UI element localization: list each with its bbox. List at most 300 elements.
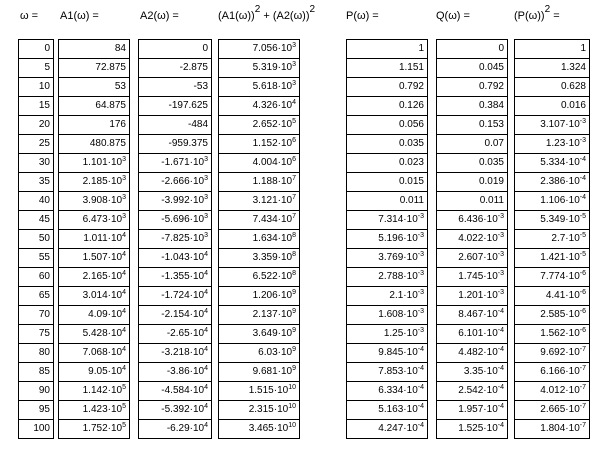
- exponent: -4: [417, 403, 424, 410]
- mantissa: 0.056: [398, 119, 424, 130]
- a2-cell: [139, 268, 211, 287]
- exponent: -4: [417, 422, 424, 429]
- exponent: -7: [579, 365, 586, 372]
- omega-cell: 50: [19, 230, 53, 249]
- mantissa: 5.428·10: [82, 328, 123, 339]
- q-cell: [437, 211, 507, 230]
- a1-cell: [59, 97, 129, 116]
- mantissa: 0.011: [399, 195, 424, 206]
- exponent: 7: [292, 213, 296, 220]
- mantissa: 5.196·10: [378, 233, 418, 244]
- sumsq-cell: [219, 173, 299, 192]
- exponent: 4: [204, 403, 208, 410]
- exponent: -3: [417, 232, 424, 239]
- q-cell: [437, 116, 507, 135]
- omega-cell: 90: [19, 382, 53, 401]
- psq-cell: [515, 135, 589, 154]
- mantissa: 1.957·10: [458, 404, 498, 415]
- omega-cell: 30: [19, 154, 53, 173]
- mantissa: 1: [580, 43, 586, 54]
- exponent: -3: [497, 232, 504, 239]
- mantissa: 2.1·10: [389, 290, 418, 301]
- a2-cell: [139, 211, 211, 230]
- mantissa: 2.652·10: [252, 119, 293, 130]
- exponent: 4: [122, 232, 126, 239]
- exponent: 5: [122, 422, 126, 429]
- mantissa: -3.992·10: [161, 195, 205, 206]
- exponent: -4: [497, 422, 504, 429]
- omega-cell: 65: [19, 287, 53, 306]
- sumsq-cell: [219, 192, 299, 211]
- mantissa: -1.355·10: [161, 271, 205, 282]
- a2-cell: [139, 40, 211, 59]
- mantissa: 64.875: [95, 100, 126, 111]
- mantissa: 0.153: [478, 119, 504, 130]
- omega-cell: 10: [19, 78, 53, 97]
- plus-sign: +: [260, 10, 273, 22]
- p-cell: [347, 192, 427, 211]
- mantissa: -5.696·10: [161, 214, 205, 225]
- a1-column: [58, 39, 130, 439]
- a1-cell: [59, 211, 129, 230]
- mantissa: 6.166·10: [540, 366, 580, 377]
- mantissa: 3.107·10: [540, 119, 580, 130]
- p-cell: [347, 154, 427, 173]
- a2-header: A2(ω) =: [140, 10, 179, 22]
- mantissa: 9.692·10: [540, 347, 580, 358]
- a2-column: [138, 39, 212, 439]
- mantissa: 4.022·10: [458, 233, 498, 244]
- exponent: -4: [579, 175, 586, 182]
- p-cell: [347, 363, 427, 382]
- mantissa: 0.035: [398, 138, 424, 149]
- mantissa: 9.05·10: [88, 366, 123, 377]
- omega-cell: 15: [19, 97, 53, 116]
- mantissa: 0.016: [560, 100, 586, 111]
- exponent: -4: [497, 403, 504, 410]
- mantissa: -6.29·10: [166, 423, 205, 434]
- exponent: -6: [579, 270, 586, 277]
- p-cell: [347, 287, 427, 306]
- exponent: -4: [579, 156, 586, 163]
- sumsq-cell: [219, 249, 299, 268]
- exponent: -3: [417, 308, 424, 315]
- a1-cell: [59, 40, 129, 59]
- mantissa: 0.792: [478, 81, 504, 92]
- exponent: 9: [292, 327, 296, 334]
- sumsq-cell: [219, 325, 299, 344]
- mantissa: 1.608·10: [378, 309, 418, 320]
- psq-cell: [515, 211, 589, 230]
- p-cell: [347, 173, 427, 192]
- sumsq-cell: [219, 230, 299, 249]
- a1-cell: [59, 116, 129, 135]
- mantissa: -3.86·10: [166, 366, 205, 377]
- p-cell: [347, 40, 427, 59]
- q-cell: [437, 363, 507, 382]
- mantissa: 6.334·10: [378, 385, 418, 396]
- exponent: 4: [204, 327, 208, 334]
- q-cell: [437, 78, 507, 97]
- exponent: -3: [497, 213, 504, 220]
- psq-cell: [515, 382, 589, 401]
- mantissa: 4.482·10: [458, 347, 498, 358]
- exponent: -4: [417, 346, 424, 353]
- p-cell: [347, 211, 427, 230]
- exponent: 8: [292, 270, 296, 277]
- exponent: 3: [292, 42, 296, 49]
- exponent: -7: [579, 384, 586, 391]
- mantissa: 2.165·10: [82, 271, 123, 282]
- mantissa: 9.681·10: [252, 366, 293, 377]
- a1-cell: [59, 192, 129, 211]
- mantissa: 0.792: [398, 81, 424, 92]
- exponent: 4: [204, 346, 208, 353]
- a1-cell: [59, 420, 129, 439]
- mantissa: 2.585·10: [540, 309, 580, 320]
- omega-cell: 85: [19, 363, 53, 382]
- sumsq-cell: [219, 401, 299, 420]
- p-cell: [347, 344, 427, 363]
- p-cell: [347, 420, 427, 439]
- mantissa: -1.724·10: [161, 290, 205, 301]
- psq-cell: [515, 344, 589, 363]
- p-column: [346, 39, 428, 439]
- omega-header: ω =: [20, 10, 39, 22]
- omega-cell: 45: [19, 211, 53, 230]
- exponent: -3: [417, 213, 424, 220]
- exponent: 4: [122, 346, 126, 353]
- exponent: 3: [122, 156, 126, 163]
- psq-cell: [515, 97, 589, 116]
- exponent: 7: [292, 194, 296, 201]
- equals-sign: =: [553, 10, 560, 22]
- a2-cell: [139, 363, 211, 382]
- mantissa: -4.584·10: [161, 385, 205, 396]
- mantissa: -1.671·10: [161, 157, 205, 168]
- mantissa: 1.188·10: [252, 176, 293, 187]
- psq-cell: [515, 173, 589, 192]
- q-cell: [437, 401, 507, 420]
- mantissa: -2.65·10: [166, 328, 205, 339]
- mantissa: 5.334·10: [540, 157, 580, 168]
- mantissa: 7.434·10: [252, 214, 293, 225]
- a1-cell: [59, 287, 129, 306]
- exponent: 5: [292, 118, 296, 125]
- a1-cell: [59, 382, 129, 401]
- sumsq-cell: [219, 97, 299, 116]
- mantissa: 1.804·10: [540, 423, 580, 434]
- exponent: 4: [122, 308, 126, 315]
- q-cell: [437, 40, 507, 59]
- mantissa: -1.043·10: [161, 252, 205, 263]
- exponent: -4: [497, 346, 504, 353]
- mantissa: 1.421·10: [540, 252, 580, 263]
- exponent: 3: [204, 156, 208, 163]
- exponent: -6: [579, 327, 586, 334]
- a1-cell: [59, 78, 129, 97]
- psq-cell: [515, 401, 589, 420]
- a2-cell: [139, 97, 211, 116]
- a2-cell: [139, 230, 211, 249]
- a1-cell: [59, 401, 129, 420]
- exponent: -3: [417, 270, 424, 277]
- sumsq-cell: [219, 211, 299, 230]
- a2-cell: [139, 59, 211, 78]
- mantissa: 7.056·10: [252, 43, 293, 54]
- sumsq-cell: [219, 59, 299, 78]
- mantissa: 1: [418, 43, 424, 54]
- omega-column: [18, 39, 54, 439]
- p-cell: [347, 97, 427, 116]
- omega-cell: 35: [19, 173, 53, 192]
- exponent: 4: [122, 289, 126, 296]
- q-cell: [437, 173, 507, 192]
- sumsq-cell: [219, 287, 299, 306]
- exponent: 8: [292, 232, 296, 239]
- exponent: 10: [288, 384, 296, 391]
- omega-cell: 80: [19, 344, 53, 363]
- mantissa: 6.522·10: [252, 271, 293, 282]
- exponent: 9: [292, 346, 296, 353]
- mantissa: 2.607·10: [458, 252, 498, 263]
- exponent: 4: [292, 99, 296, 106]
- mantissa: 1.201·10: [458, 290, 498, 301]
- mantissa: 0.045: [478, 62, 504, 73]
- a2-cell: [139, 287, 211, 306]
- psq-cell: [515, 249, 589, 268]
- mantissa: 3.769·10: [378, 252, 418, 263]
- exponent: -4: [497, 384, 504, 391]
- q-column: [436, 39, 508, 439]
- mantissa: 2.315·10: [248, 404, 289, 415]
- exponent: 3: [204, 194, 208, 201]
- exponent: 10: [288, 422, 296, 429]
- exponent: 3: [204, 232, 208, 239]
- exponent: 3: [204, 175, 208, 182]
- sum-of-squares-column: [218, 39, 300, 439]
- exponent: 7: [292, 175, 296, 182]
- mantissa: 0.015: [398, 176, 424, 187]
- omega-cell: 40: [19, 192, 53, 211]
- exponent: 6: [292, 156, 296, 163]
- mantissa: 2.542·10: [458, 385, 498, 396]
- mantissa: 2.137·10: [252, 309, 293, 320]
- mantissa: 0.07: [484, 138, 504, 149]
- exponent: 4: [204, 251, 208, 258]
- exponent: 9: [292, 289, 296, 296]
- exponent: 6: [292, 137, 296, 144]
- exponent: -7: [579, 422, 586, 429]
- mantissa: 0: [202, 43, 208, 54]
- a2-cell: [139, 135, 211, 154]
- exponent: 4: [204, 422, 208, 429]
- omega-cell: 0: [19, 40, 53, 59]
- mantissa: 4.247·10: [378, 423, 418, 434]
- q-cell: [437, 325, 507, 344]
- exponent: 9: [292, 308, 296, 315]
- sumsq-cell: [219, 116, 299, 135]
- mantissa: 176: [109, 119, 126, 130]
- exponent: 3: [292, 80, 296, 87]
- psq-cell: [515, 59, 589, 78]
- mantissa: 72.875: [95, 62, 126, 73]
- p-header: P(ω) =: [346, 10, 379, 22]
- mantissa: 2.7·10: [551, 233, 580, 244]
- exponent: 3: [122, 194, 126, 201]
- exponent: -4: [579, 194, 586, 201]
- sumsq-cell: [219, 420, 299, 439]
- exponent: 10: [288, 403, 296, 410]
- psq-cell: [515, 268, 589, 287]
- q-cell: [437, 268, 507, 287]
- psq-cell: [515, 230, 589, 249]
- mantissa: 7.853·10: [378, 366, 418, 377]
- exponent: -6: [579, 289, 586, 296]
- mantissa: -7.825·10: [161, 233, 205, 244]
- a1-cell: [59, 363, 129, 382]
- mantissa: 5.319·10: [252, 62, 293, 73]
- q-cell: [437, 287, 507, 306]
- a1-cell: [59, 59, 129, 78]
- mantissa: -2.154·10: [161, 309, 205, 320]
- exponent: 8: [292, 251, 296, 258]
- mantissa: 480.875: [89, 138, 126, 149]
- exponent: -3: [579, 137, 586, 144]
- sumsq-cell: [219, 154, 299, 173]
- exponent: 4: [204, 308, 208, 315]
- mantissa: 5.163·10: [378, 404, 418, 415]
- q-cell: [437, 59, 507, 78]
- mantissa: 1.106·10: [540, 195, 580, 206]
- a2-cell: [139, 249, 211, 268]
- mantissa: 2.386·10: [540, 176, 580, 187]
- mantissa: 53: [114, 81, 126, 92]
- mantissa: 1.324: [560, 62, 586, 73]
- mantissa: 6.436·10: [458, 214, 498, 225]
- sumsq-cell: [219, 344, 299, 363]
- mantissa: 1.423·10: [82, 404, 123, 415]
- exponent: -3: [417, 251, 424, 258]
- a2-cell: [139, 116, 211, 135]
- p-cell: [347, 382, 427, 401]
- mantissa: 3.359·10: [252, 252, 293, 263]
- mantissa: 3.908·10: [82, 195, 123, 206]
- mantissa: 7.774·10: [540, 271, 580, 282]
- exponent: 4: [204, 289, 208, 296]
- omega-cell: 100: [19, 420, 53, 439]
- mantissa: 0.628: [560, 81, 586, 92]
- omega-cell: 5: [19, 59, 53, 78]
- exponent: 5: [122, 384, 126, 391]
- exponent: -5: [579, 232, 586, 239]
- mantissa: 4.41·10: [545, 290, 580, 301]
- exponent: -7: [579, 346, 586, 353]
- a1-header: A1(ω) =: [60, 10, 99, 22]
- a1-cell: [59, 154, 129, 173]
- sumsq-cell: [219, 135, 299, 154]
- sumsq-cell: [219, 363, 299, 382]
- mantissa: 1.25·10: [383, 328, 418, 339]
- mantissa: -2.875: [179, 62, 208, 73]
- mantissa: 6.101·10: [458, 328, 498, 339]
- mantissa: 0.019: [478, 176, 504, 187]
- sumsq-cell: [219, 382, 299, 401]
- omega-cell: 20: [19, 116, 53, 135]
- exponent: 4: [204, 270, 208, 277]
- mantissa: 1.634·10: [252, 233, 293, 244]
- mantissa: 3.649·10: [252, 328, 293, 339]
- exponent: 4: [122, 327, 126, 334]
- q-cell: [437, 306, 507, 325]
- p-cell: [347, 230, 427, 249]
- omega-cell: 25: [19, 135, 53, 154]
- q-cell: [437, 249, 507, 268]
- mantissa: 3.121·10: [252, 195, 293, 206]
- mantissa: 6.03·10: [258, 347, 293, 358]
- a2-cell: [139, 154, 211, 173]
- p-cell: [347, 135, 427, 154]
- mantissa: 8.467·10: [458, 309, 498, 320]
- exponent: -4: [497, 365, 504, 372]
- exponent: -7: [579, 403, 586, 410]
- a2-cell: [139, 382, 211, 401]
- exponent: 3: [292, 61, 296, 68]
- omega-cell: 55: [19, 249, 53, 268]
- exponent: 4: [122, 365, 126, 372]
- exponent: 4: [204, 384, 208, 391]
- mantissa: 1.011·10: [83, 233, 123, 244]
- p-cell: [347, 268, 427, 287]
- a2-cell: [139, 192, 211, 211]
- mantissa: 4.326·10: [252, 100, 293, 111]
- mantissa: 2.665·10: [540, 404, 580, 415]
- mantissa: 4.09·10: [88, 309, 123, 320]
- q-cell: [437, 382, 507, 401]
- mantissa: 1.206·10: [252, 290, 293, 301]
- exponent-2: 2: [544, 4, 551, 15]
- mantissa: -2.666·10: [161, 176, 205, 187]
- a1-cell: [59, 173, 129, 192]
- sumsq-cell: [219, 306, 299, 325]
- exponent: 9: [292, 365, 296, 372]
- p-cell: [347, 78, 427, 97]
- a2-cell: [139, 344, 211, 363]
- exponent: -4: [497, 327, 504, 334]
- exponent: 5: [122, 403, 126, 410]
- sumsq-cell: [219, 78, 299, 97]
- exponent: -3: [497, 251, 504, 258]
- mantissa: 0.126: [398, 100, 424, 111]
- exponent: -3: [417, 289, 424, 296]
- exponent: -3: [497, 289, 504, 296]
- p-cell: [347, 401, 427, 420]
- a1-cell: [59, 325, 129, 344]
- mantissa: 1.752·10: [82, 423, 123, 434]
- sum-of-squares-header: [218, 4, 315, 22]
- psq-cell: [515, 306, 589, 325]
- exponent: -5: [579, 251, 586, 258]
- mantissa: 0.384: [478, 100, 504, 111]
- exponent: 3: [204, 213, 208, 220]
- exponent: -3: [579, 118, 586, 125]
- p-squared-header: [514, 4, 560, 22]
- mantissa: -5.392·10: [161, 404, 205, 415]
- psq-cell: [515, 287, 589, 306]
- mantissa: 1.23·10: [545, 138, 580, 149]
- mantissa: 6.473·10: [82, 214, 123, 225]
- a2-cell: [139, 325, 211, 344]
